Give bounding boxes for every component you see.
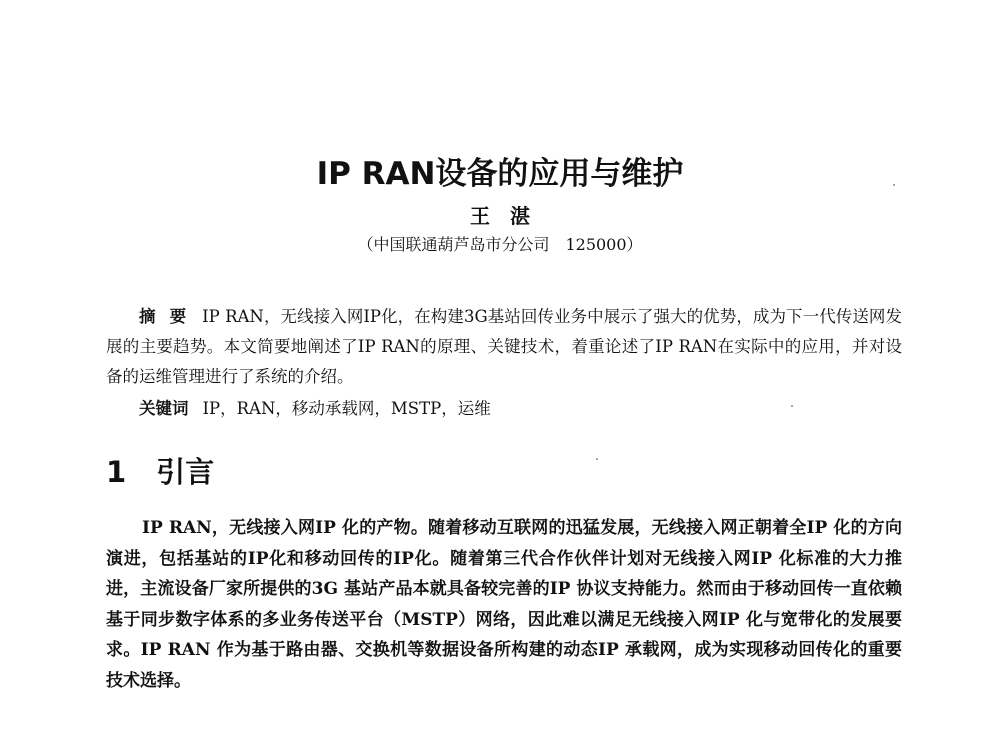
author-name: 王湛: [470, 204, 550, 228]
scan-speck: [893, 184, 895, 186]
keywords-label: 关键词: [139, 399, 189, 418]
author-affiliation: （中国联通葫芦岛市分公司 125000）: [357, 235, 643, 254]
abstract-label: 摘要: [139, 307, 201, 326]
body-paragraph: IP RAN，无线接入网IP 化的产物。随着移动互联网的迅猛发展，无线接入网正朝着全IP 化的方向演进，包括基站的IP化和移动回传的IP化。随着第三代合作伙伴计划对无线接入网IP 化标准的大力推进，主流设备厂家所提供的3G 基站产品本就具备较完善的IP 协议支持能力。然而由于移动回传一直依赖基于同步数字体系的多业务传送平台（MSTP）网络，因此难以满足无线接入网IP 化与宽带化的发展要求。IP RAN 作为基于路由器、交换机等数据设备所构建的动态IP 承载网，成为实现移动回传化的重要技术选择。: [106, 518, 902, 691]
section-heading: [106, 450, 214, 491]
scan-speck: [596, 458, 598, 460]
scan-speck: [791, 405, 793, 407]
section-number: 1: [106, 455, 127, 489]
paper-title: IP RAN设备的应用与维护: [316, 156, 684, 192]
section-title: 引言: [156, 455, 215, 489]
keywords-text: IP，RAN，移动承载网，MSTP，运维: [202, 399, 491, 418]
abstract: [106, 302, 902, 392]
abstract-text: IP RAN，无线接入网IP化，在构建3G基站回传业务中展示了强大的优势，成为下一代传送网发展的主要趋势。本文简要地阐述了IP RAN的原理、关键技术，着重论述了IP RAN在实际中的应用，并对设备的运维管理进行了系统的介绍。: [106, 307, 902, 386]
keywords: [139, 394, 899, 424]
